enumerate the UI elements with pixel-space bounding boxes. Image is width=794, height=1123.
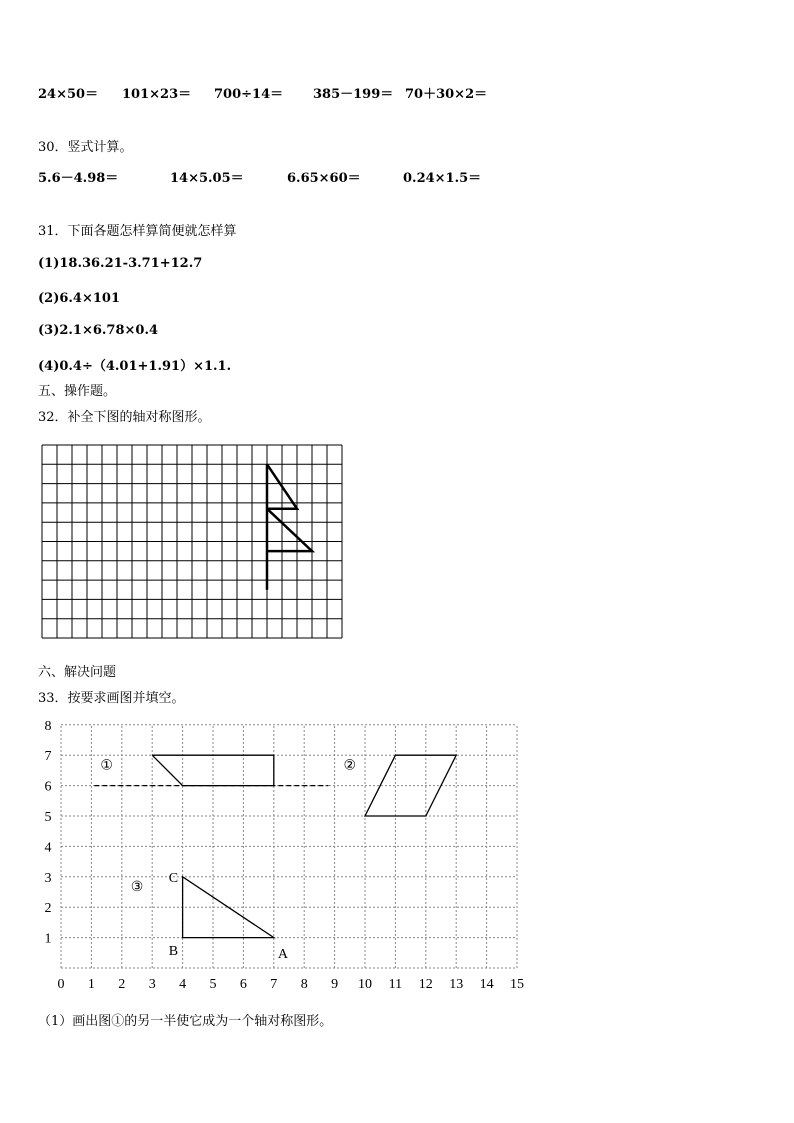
x-tick-label: 3 — [148, 977, 156, 992]
x-tick-label: 7 — [270, 977, 278, 992]
y-tick-label: 3 — [44, 870, 52, 886]
q31-item-3: (3)2.1×6.78×0.4 — [38, 323, 159, 338]
figure-label-2: ② — [343, 758, 357, 774]
x-tick-label: 14 — [479, 977, 494, 992]
figure-label-3: ③ — [130, 879, 144, 895]
figure-label-1: ① — [100, 758, 113, 774]
x-tick-label: 10 — [358, 977, 372, 992]
x-tick-label: 12 — [418, 977, 433, 992]
q33-coordinate-grid — [0, 715, 560, 1005]
q31-item-2: (2)6.4×101 — [38, 291, 120, 306]
x-tick-label: 5 — [209, 977, 217, 992]
x-tick-label: 1 — [87, 977, 95, 992]
q31-title: 31．下面各题怎样算简便就怎样算 — [38, 224, 237, 239]
expression-2: 101×23＝ — [122, 87, 192, 102]
y-tick-label: 1 — [44, 931, 52, 947]
q30-item-3: 6.65×60＝ — [287, 171, 361, 186]
y-tick-label: 5 — [44, 810, 52, 825]
section-6-heading: 六、解决问题 — [38, 665, 117, 680]
lower-triangle — [267, 509, 312, 551]
section-5-heading: 五、操作题。 — [38, 384, 117, 399]
expression-3: 700÷14＝ — [214, 87, 284, 102]
q32-grid-figure — [42, 445, 344, 639]
x-tick-label: 6 — [239, 977, 247, 992]
y-tick-label: 8 — [44, 718, 52, 734]
x-tick-label: 13 — [449, 977, 464, 992]
point-label-b: B — [168, 943, 179, 959]
x-tick-label: 9 — [331, 977, 339, 992]
x-tick-label: 15 — [510, 977, 524, 992]
y-tick-label: 7 — [44, 749, 52, 765]
q30-title: 30．竖式计算。 — [38, 140, 133, 155]
x-tick-label: 0 — [57, 977, 65, 992]
expression-4: 385－199＝ — [313, 87, 394, 102]
y-tick-label: 6 — [44, 779, 52, 795]
x-tick-label: 2 — [118, 977, 126, 992]
q31-item-1: (1)18.36.21-3.71+12.7 — [38, 256, 203, 271]
x-tick-label: 8 — [300, 977, 308, 992]
y-tick-label: 4 — [44, 840, 52, 856]
q32-title: 32．补全下图的轴对称图形。 — [38, 410, 211, 425]
q30-item-4: 0.24×1.5＝ — [403, 171, 482, 186]
q31-item-4: (4)0.4÷（4.01+1.91）×1.1. — [38, 359, 232, 374]
point-label-c: C — [168, 870, 179, 886]
expression-5: 70＋30×2＝ — [405, 87, 488, 102]
q33-question-1: （1）画出图①的另一半使它成为一个轴对称图形。 — [38, 1014, 333, 1029]
figure-3-triangle — [183, 877, 274, 938]
expression-1: 24×50＝ — [38, 87, 99, 102]
q30-item-2: 14×5.05＝ — [170, 171, 244, 186]
q30-item-1: 5.6－4.98＝ — [38, 171, 119, 186]
q33-title: 33．按要求画图并填空。 — [38, 691, 185, 706]
x-tick-label: 11 — [388, 977, 403, 992]
y-tick-label: 2 — [44, 901, 52, 917]
point-label-a: A — [277, 946, 288, 962]
x-tick-label: 4 — [179, 977, 187, 992]
